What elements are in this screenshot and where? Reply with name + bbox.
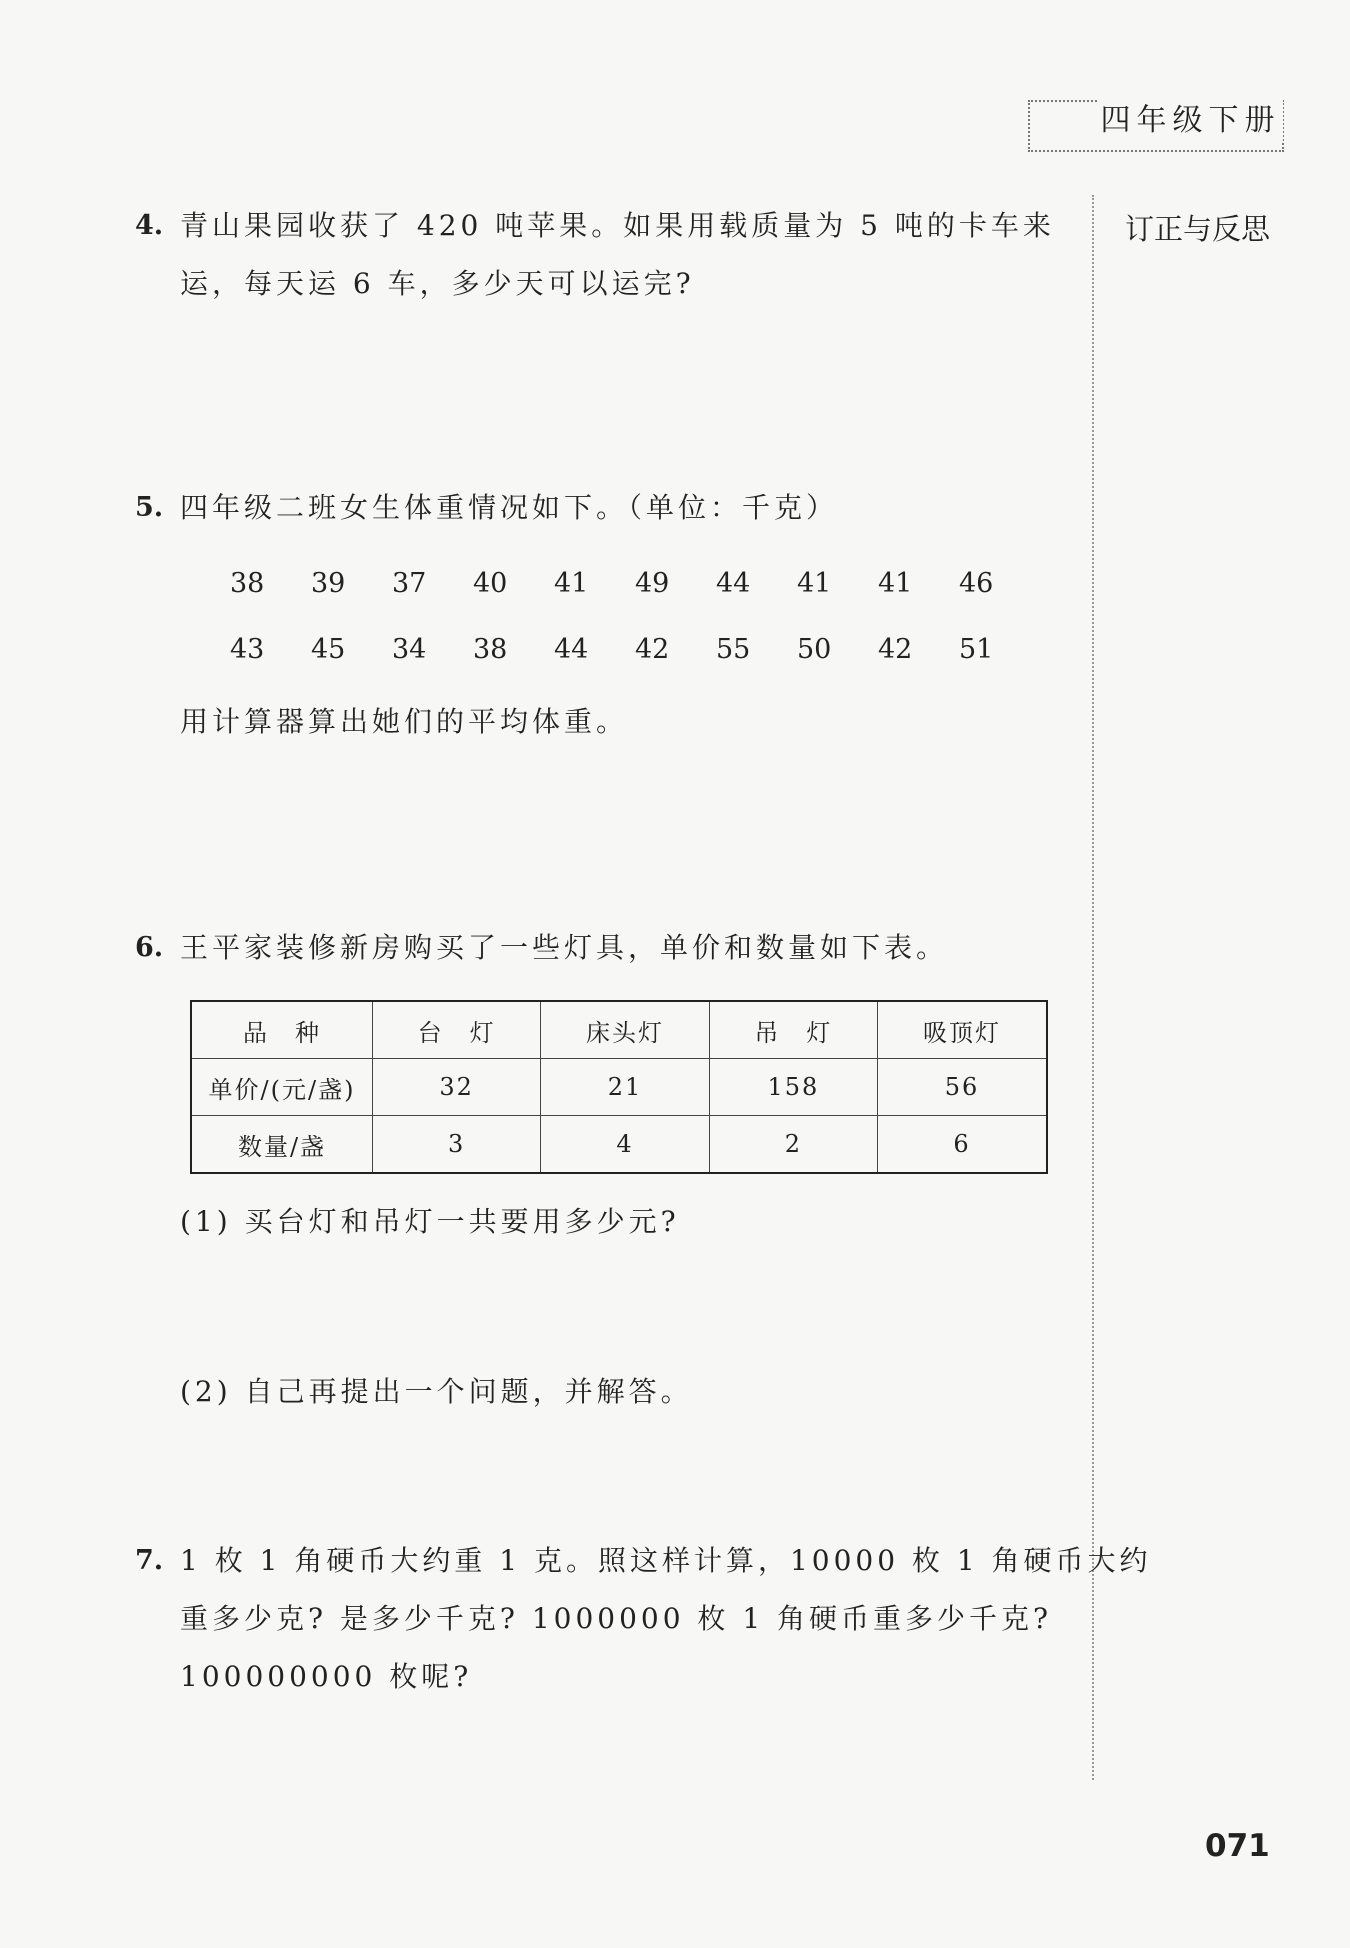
weight-value: 42 [878, 633, 913, 665]
table-header-cell: 床头灯 [541, 1001, 709, 1059]
question-7-text [180, 1532, 1152, 1706]
weight-value: 34 [392, 633, 427, 665]
question-7-line-2: 重多少克? 是多少千克? 1000000 枚 1 角硬币重多少千克? [180, 1602, 1053, 1635]
page-number: 071 [1205, 1828, 1270, 1864]
question-7-line-3: 100000000 枚呢? [180, 1660, 473, 1693]
table-header-cell: 品 种 [191, 1001, 373, 1059]
weight-value: 45 [311, 633, 346, 665]
question-5-task: 用计算器算出她们的平均体重。 [180, 705, 629, 738]
table-row-quantity [191, 1116, 1047, 1174]
question-6-number: 6. [135, 932, 164, 963]
table-header-row [191, 1001, 1047, 1059]
weight-value: 44 [716, 567, 751, 599]
table-header-cell: 吊 灯 [709, 1001, 877, 1059]
table-cell: 56 [878, 1059, 1047, 1116]
question-6-sub-1: (1) 买台灯和吊灯一共要用多少元? [180, 1205, 680, 1238]
question-4-number: 4. [135, 210, 164, 241]
table-header-cell: 台 灯 [373, 1001, 541, 1059]
weight-value: 55 [716, 633, 751, 665]
weight-value: 38 [473, 633, 508, 665]
weight-value: 41 [878, 567, 913, 599]
question-4-text [180, 197, 1055, 313]
weight-value: 49 [635, 567, 670, 599]
table-cell: 4 [541, 1116, 709, 1174]
question-6-intro: 王平家装修新房购买了一些灯具，单价和数量如下表。 [180, 931, 949, 964]
question-5-number: 5. [135, 492, 164, 523]
table-cell: 158 [709, 1059, 877, 1116]
table-cell: 2 [709, 1116, 877, 1174]
weight-value: 44 [554, 633, 589, 665]
lamp-price-table [190, 1000, 1048, 1174]
weight-row-2 [230, 616, 1040, 682]
question-5-intro: 四年级二班女生体重情况如下。（单位：千克） [180, 491, 839, 524]
weight-value: 40 [473, 567, 508, 599]
weight-value: 38 [230, 567, 265, 599]
weight-value: 41 [797, 567, 832, 599]
question-4-line-1: 青山果园收获了 420 吨苹果。如果用载质量为 5 吨的卡车来 [180, 209, 1055, 242]
weight-value: 50 [797, 633, 832, 665]
grade-label: 四年级下册 [1098, 100, 1283, 142]
weight-value: 42 [635, 633, 670, 665]
weight-value: 43 [230, 633, 265, 665]
weight-value: 37 [392, 567, 427, 599]
weight-value: 46 [959, 567, 994, 599]
weight-value: 39 [311, 567, 346, 599]
question-7-line-1: 1 枚 1 角硬币大约重 1 克。照这样计算，10000 枚 1 角硬币大约 [180, 1544, 1152, 1577]
table-cell: 单价/(元/盏) [191, 1059, 373, 1116]
weight-row-1 [230, 550, 1040, 616]
question-7-number: 7. [135, 1545, 164, 1576]
table-cell: 3 [373, 1116, 541, 1174]
weight-value: 41 [554, 567, 589, 599]
weight-data [230, 550, 1040, 682]
table-cell: 32 [373, 1059, 541, 1116]
table-cell: 6 [878, 1116, 1047, 1174]
question-6-sub-2: (2) 自己再提出一个问题，并解答。 [180, 1375, 693, 1408]
table-cell: 21 [541, 1059, 709, 1116]
correction-reflection-title: 订正与反思 [1125, 212, 1271, 246]
question-4-line-2: 运，每天运 6 车，多少天可以运完? [180, 267, 695, 300]
table-row-price [191, 1059, 1047, 1116]
table-header-cell: 吸顶灯 [878, 1001, 1047, 1059]
table-cell: 数量/盏 [191, 1116, 373, 1174]
weight-value: 51 [959, 633, 994, 665]
